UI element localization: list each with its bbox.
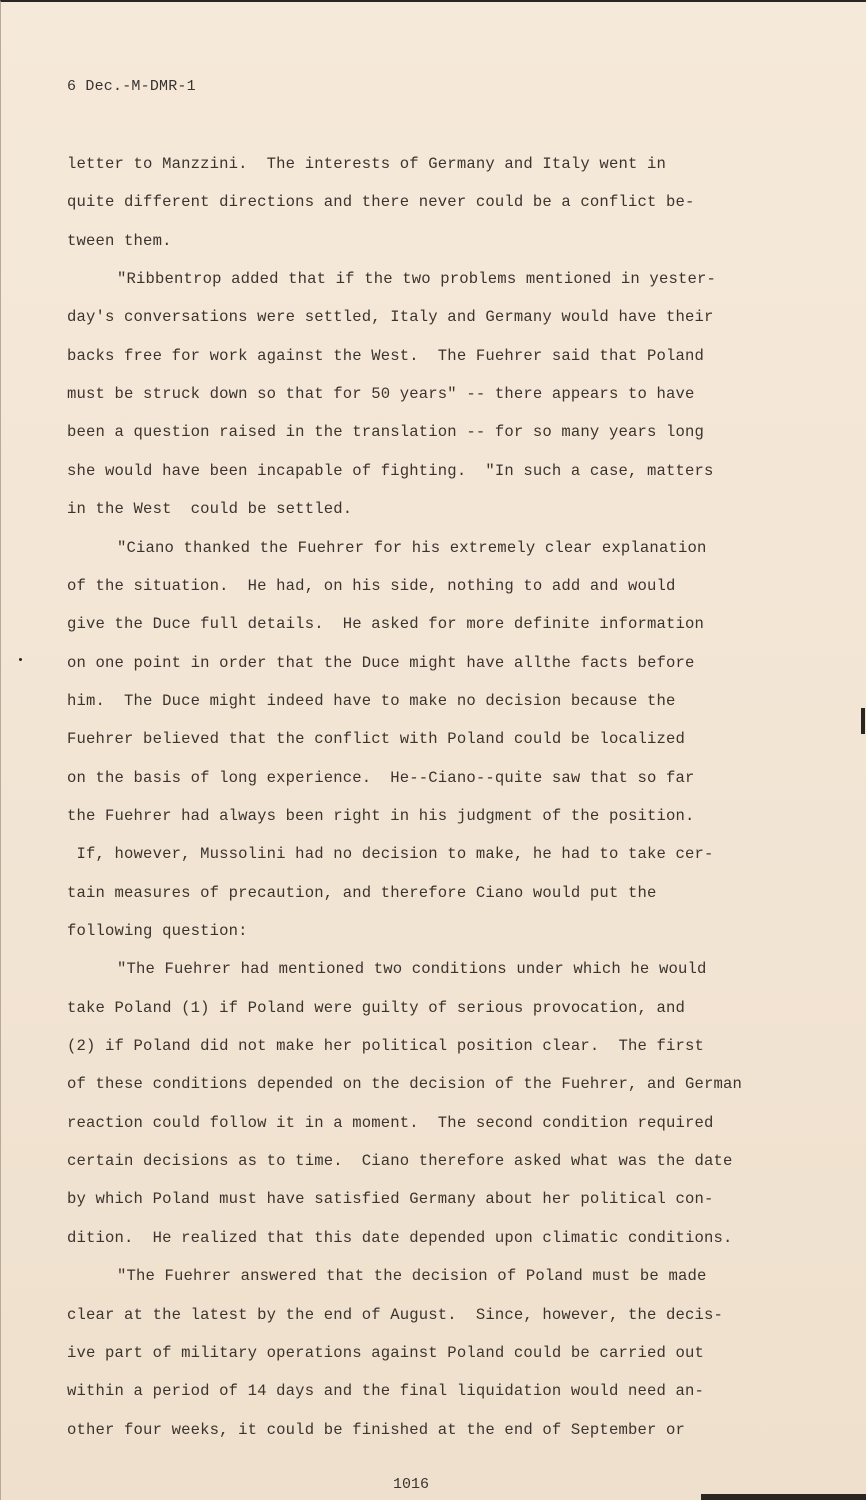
text-line: within a period of 14 days and the final liquidation would need an-	[67, 1382, 705, 1401]
text-line: by which Poland must have satisfied Germany about her political con-	[67, 1190, 714, 1209]
text-line: she would have been incapable of fighting. "In such a case, matters	[67, 461, 714, 480]
text-line: clear at the latest by the end of August. Since, however, the decis-	[67, 1305, 724, 1324]
text-line: certain decisions as to time. Ciano therefore asked what was the date	[67, 1152, 733, 1171]
text-line: reaction could follow it in a moment. The second condition required	[67, 1113, 714, 1132]
text-line: ive part of military operations against Poland could be carried out	[67, 1343, 705, 1362]
bottom-corner-mark	[701, 1494, 866, 1500]
text-line: "The Fuehrer answered that the decision of Poland must be made	[117, 1267, 707, 1286]
text-line: If, however, Mussolini had no decision to make, he had to take cer-	[67, 845, 714, 864]
text-line: letter to Manzzini. The interests of Germany and Italy went in	[67, 155, 666, 173]
text-line: the Fuehrer had always been right in his judgment of the position.	[67, 806, 695, 825]
text-line: give the Duce full details. He asked for more definite information	[67, 615, 705, 634]
text-line: "The Fuehrer had mentioned two conditions under which he would	[117, 960, 707, 979]
text-line: dition. He realized that this date depended upon climatic conditions.	[67, 1228, 733, 1247]
text-line: been a question raised in the translation -- for so many years long	[67, 423, 705, 442]
right-edge-mark	[861, 708, 865, 734]
text-line: day's conversations were settled, Italy and Germany would have their	[67, 308, 714, 327]
text-line: him. The Duce might indeed have to make no decision because the	[67, 691, 676, 710]
text-line: on the basis of long experience. He--Ciano--quite saw that so far	[67, 768, 695, 787]
text-line: other four weeks, it could be finished at the end of September or	[67, 1420, 686, 1439]
text-line: on one point in order that the Duce might have allthe facts before	[67, 653, 695, 672]
text-line: of the situation. He had, on his side, nothing to add and would	[67, 576, 676, 595]
left-dot-mark	[19, 658, 22, 661]
text-line: of these conditions depended on the decision of the Fuehrer, and German	[67, 1075, 743, 1094]
text-line: tween them.	[67, 231, 172, 250]
text-line: backs free for work against the West. The Fuehrer said that Poland	[67, 346, 705, 365]
text-line: "Ribbentrop added that if the two problems mentioned in yester-	[117, 270, 716, 289]
text-line: following question:	[67, 922, 248, 940]
text-line: Fuehrer believed that the conflict with Poland could be localized	[67, 730, 686, 749]
text-line: (2) if Poland did not make her political position clear. The first	[67, 1037, 705, 1056]
text-line: tain measures of precaution, and therefore Ciano would put the	[67, 883, 657, 902]
text-line: "Ciano thanked the Fuehrer for his extremely clear explanation	[117, 538, 707, 557]
text-line: quite different directions and there never could be a conflict be-	[67, 193, 695, 212]
text-line: in the West could be settled.	[67, 500, 353, 519]
text-line: take Poland (1) if Poland were guilty of serious provocation, and	[67, 998, 686, 1017]
document-reference: 6 Dec.-M-DMR-1	[67, 78, 196, 95]
page-number: 1016	[393, 1476, 430, 1493]
text-line: must be struck down so that for 50 years" -- there appears to have	[67, 385, 695, 404]
